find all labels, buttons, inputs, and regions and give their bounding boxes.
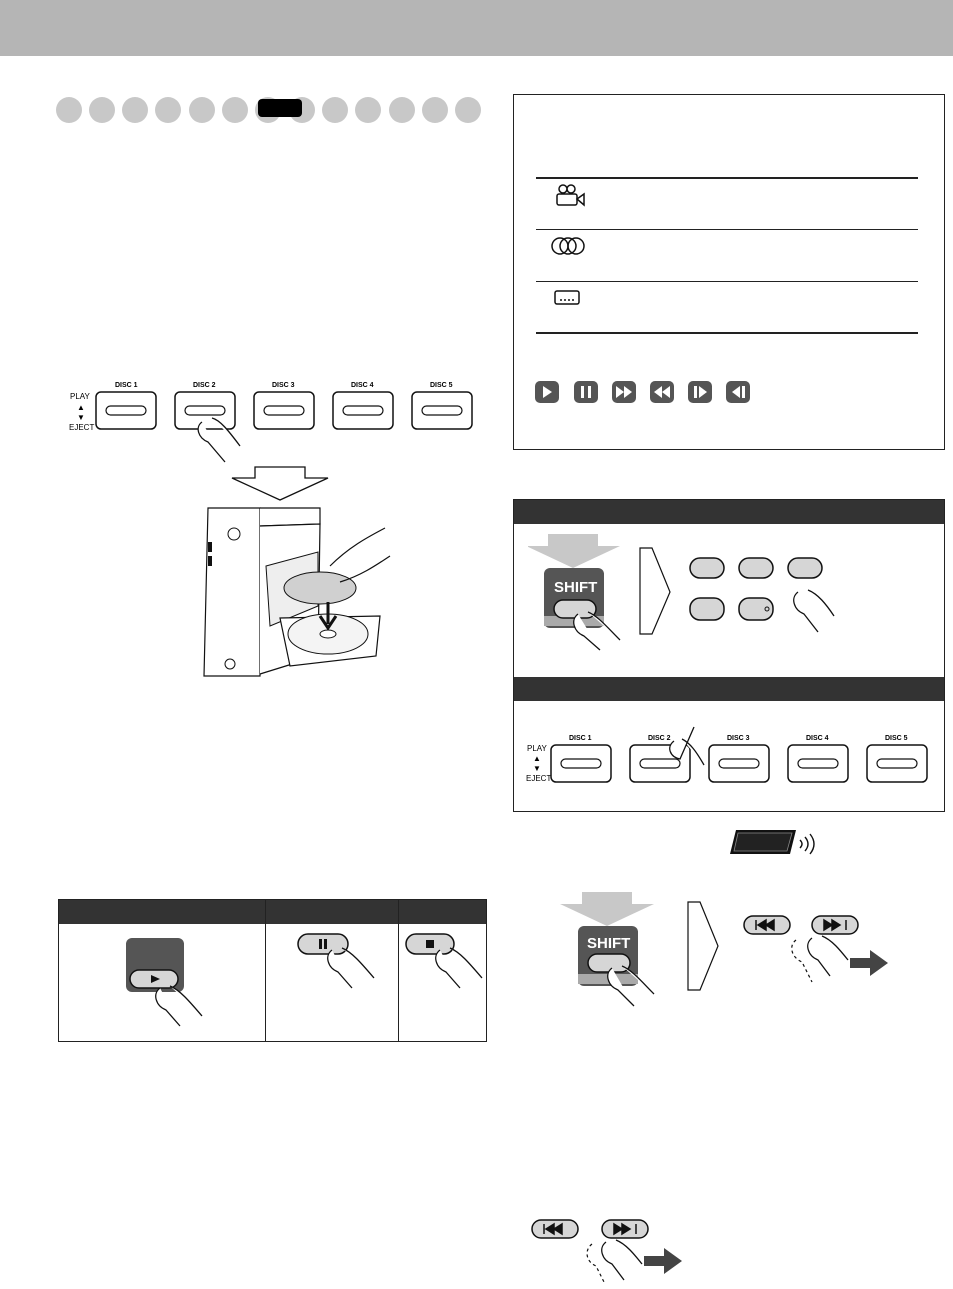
number-button[interactable] <box>690 558 724 578</box>
audio-language-icon <box>550 236 586 256</box>
pause-button-illustration <box>290 928 380 992</box>
right-arrow-icon <box>850 950 888 976</box>
section-dot <box>222 97 248 123</box>
section-dot <box>189 97 215 123</box>
fast-reverse-icon <box>650 381 674 403</box>
shift-number-buttons-illustration <box>528 532 838 652</box>
subtitle-icon <box>553 289 583 307</box>
section-dot <box>355 97 381 123</box>
disc-1-button[interactable] <box>551 735 611 782</box>
fast-forward-icon <box>612 381 636 403</box>
table-header-cell <box>399 900 486 924</box>
shift-label: SHIFT <box>554 579 598 596</box>
disc-5-button[interactable] <box>867 735 927 782</box>
down-arrow-graphic <box>230 466 330 502</box>
disc-5-label: DISC 5 <box>430 382 453 389</box>
number-button[interactable] <box>788 558 822 578</box>
slow-forward-icon <box>688 381 712 403</box>
table-divider <box>398 900 399 1041</box>
slow-reverse-icon <box>726 381 750 403</box>
section-dot <box>56 97 82 123</box>
disc-1-label: DISC 1 <box>569 735 592 742</box>
disc-4-label: DISC 4 <box>806 735 829 742</box>
eject-label: EJECT <box>526 774 552 783</box>
section-dot <box>155 97 181 123</box>
up-arrow-icon: ▲ <box>77 403 85 412</box>
section-bar <box>514 500 944 524</box>
skip-forward-button[interactable] <box>602 1220 648 1238</box>
table-rule <box>536 229 918 230</box>
stop-icon <box>426 940 434 948</box>
play-label: PLAY <box>70 392 90 401</box>
disc-2-button[interactable] <box>175 382 235 429</box>
section-bar <box>514 677 944 701</box>
down-arrow-icon: ▼ <box>533 764 541 773</box>
section-dot <box>455 97 481 123</box>
disc-2-label: DISC 2 <box>648 735 671 742</box>
skip-forward-button[interactable] <box>812 916 858 934</box>
up-arrow-icon: ▲ <box>533 754 541 763</box>
finger-icon <box>808 936 848 976</box>
disc-1-button[interactable] <box>96 382 156 429</box>
disc-4-button[interactable] <box>788 735 848 782</box>
eject-label: EJECT <box>69 423 95 432</box>
disc-3-label: DISC 3 <box>727 735 750 742</box>
disc-3-button[interactable] <box>254 382 314 429</box>
play-icon <box>535 381 559 403</box>
pause-button[interactable] <box>298 934 348 954</box>
play-label: PLAY <box>527 744 547 753</box>
disc-3-label: DISC 3 <box>272 382 295 389</box>
stop-button-illustration <box>400 928 486 992</box>
skip-buttons-illustration <box>530 1214 690 1286</box>
disc-buttons-illustration-right <box>524 725 936 787</box>
stop-button[interactable] <box>406 934 454 954</box>
signal-icon <box>800 834 814 854</box>
skip-back-button[interactable] <box>532 1220 578 1238</box>
finger-icon <box>794 590 834 632</box>
shift-button[interactable] <box>588 954 630 972</box>
section-dot <box>422 97 448 123</box>
shift-label: SHIFT <box>587 935 631 952</box>
table-divider <box>265 900 266 1041</box>
play-button-illustration <box>120 936 210 1032</box>
number-button[interactable] <box>739 598 773 620</box>
table-rule <box>536 177 918 179</box>
table-header-cell <box>266 900 398 924</box>
skip-back-button[interactable] <box>744 916 790 934</box>
disc-2-label: DISC 2 <box>193 382 216 389</box>
pause-icon <box>574 381 598 403</box>
section-dot <box>322 97 348 123</box>
number-button[interactable] <box>690 598 724 620</box>
disc-1-label: DISC 1 <box>115 382 138 389</box>
remote-button-illustration <box>726 826 822 858</box>
disc-buttons-illustration <box>60 372 480 464</box>
section-dot <box>89 97 115 123</box>
disc-5-label: DISC 5 <box>885 735 908 742</box>
disc-3-button[interactable] <box>709 735 769 782</box>
section-dot <box>122 97 148 123</box>
finger-icon <box>602 1240 642 1280</box>
pause-icon <box>319 939 322 949</box>
shift-button[interactable] <box>554 600 596 618</box>
table-header-cell <box>59 900 265 924</box>
play-button[interactable] <box>130 970 178 988</box>
unit-disc-tray-illustration <box>200 506 392 682</box>
playback-mode-icons <box>534 380 754 406</box>
section-dot-active <box>258 99 302 117</box>
camera-angle-icon <box>554 184 586 210</box>
section-dot <box>389 97 415 123</box>
disc-5-button[interactable] <box>412 382 472 429</box>
table-rule <box>536 281 918 282</box>
header-band <box>0 0 953 56</box>
disc-4-label: DISC 4 <box>351 382 374 389</box>
down-arrow-icon: ▼ <box>77 413 85 422</box>
next-arrow-icon <box>640 548 670 634</box>
shift-skip-illustration <box>560 890 896 1010</box>
next-arrow-icon <box>688 902 718 990</box>
right-arrow-icon <box>644 1248 682 1274</box>
number-button[interactable] <box>739 558 773 578</box>
table-rule <box>536 332 918 334</box>
disc-4-button[interactable] <box>333 382 393 429</box>
